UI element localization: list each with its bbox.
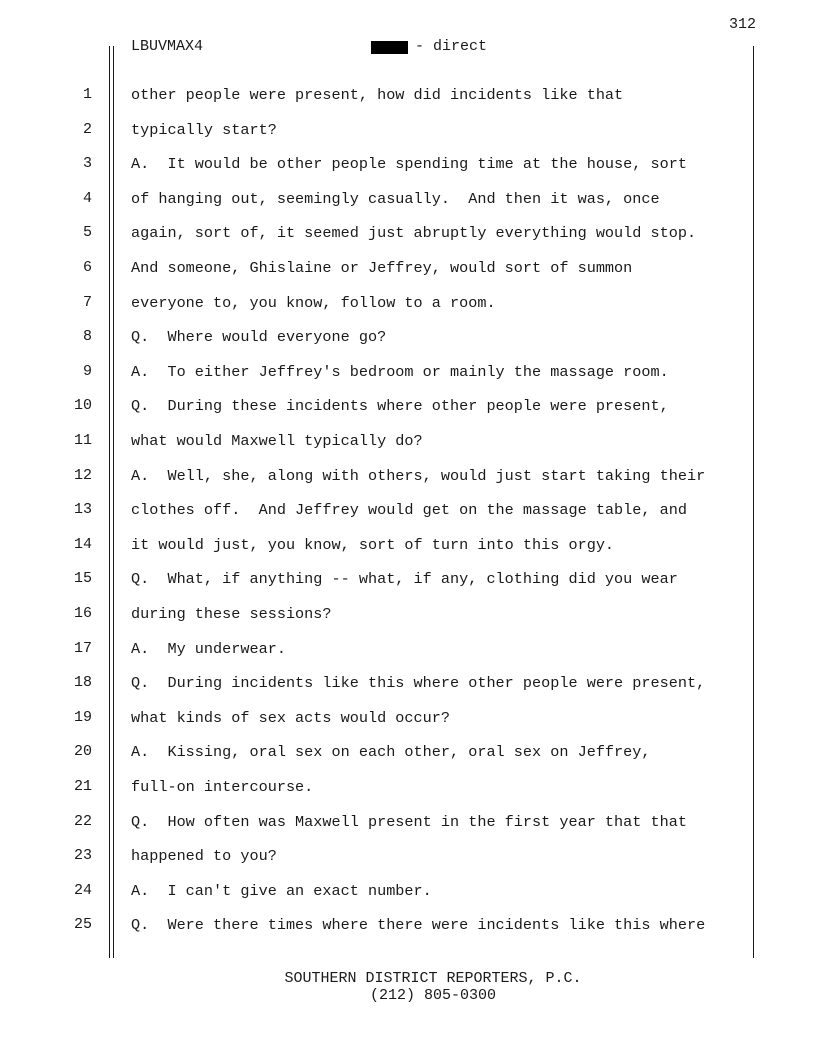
transcript-line: Q. How often was Maxwell present in the first year that that [131, 813, 687, 831]
line-number: 22 [73, 813, 92, 830]
transcript-line: what would Maxwell typically do? [131, 432, 423, 450]
case-code: LBUVMAX4 [131, 38, 204, 55]
transcript-line: other people were present, how did incidents like that [131, 86, 624, 104]
transcript-line: what kinds of sex acts would occur? [131, 709, 450, 727]
line-number: 1 [82, 86, 92, 103]
reporter-name: SOUTHERN DISTRICT REPORTERS, P.C. [284, 970, 582, 987]
line-number: 10 [73, 397, 92, 414]
redaction-block [371, 41, 408, 54]
line-number: 24 [73, 882, 92, 899]
line-number: 14 [73, 536, 92, 553]
transcript-line: everyone to, you know, follow to a room. [131, 294, 496, 312]
transcript-line: Q. What, if anything -- what, if any, clothing did you wear [131, 570, 678, 588]
transcript-line: Q. During incidents like this where other people were present, [131, 674, 706, 692]
line-number: 25 [73, 916, 92, 933]
line-number: 7 [82, 294, 92, 311]
transcript-line: A. Kissing, oral sex on each other, oral sex on Jeffrey, [131, 743, 651, 761]
line-number: 9 [82, 363, 92, 380]
transcript-line: A. Well, she, along with others, would just start taking their [131, 467, 706, 485]
transcript-line: of hanging out, seemingly casually. And then it was, once [131, 190, 660, 208]
transcript-line: Q. During these incidents where other people were present, [131, 397, 669, 415]
line-number: 16 [73, 605, 92, 622]
transcript-line: Q. Were there times where there were incidents like this where [131, 916, 706, 934]
transcript-line: again, sort of, it seemed just abruptly everything would stop. [131, 224, 697, 242]
line-number: 11 [73, 432, 92, 449]
line-number: 12 [73, 467, 92, 484]
line-number: 23 [73, 847, 92, 864]
transcript-line: A. I can't give an exact number. [131, 882, 432, 900]
line-number: 4 [82, 190, 92, 207]
transcript-line: A. It would be other people spending time at the house, sort [131, 155, 687, 173]
transcript-line: typically start? [131, 121, 277, 139]
page-number: 312 [728, 16, 756, 33]
transcript-line: during these sessions? [131, 605, 332, 623]
left-margin-rule [109, 46, 110, 958]
transcript-line: clothes off. And Jeffrey would get on the massage table, and [131, 501, 687, 519]
line-number: 17 [73, 640, 92, 657]
line-number: 19 [73, 709, 92, 726]
transcript-line: And someone, Ghislaine or Jeffrey, would sort of summon [131, 259, 633, 277]
line-number: 18 [73, 674, 92, 691]
reporter-phone: (212) 805-0300 [369, 987, 497, 1004]
transcript-line: Q. Where would everyone go? [131, 328, 387, 346]
left-margin-rule-inner [113, 46, 114, 958]
transcript-line: full-on intercourse. [131, 778, 314, 796]
line-number: 20 [73, 743, 92, 760]
line-number: 13 [73, 501, 92, 518]
line-number: 2 [82, 121, 92, 138]
transcript-line: A. My underwear. [131, 640, 286, 658]
transcript-line: it would just, you know, sort of turn into this orgy. [131, 536, 615, 554]
transcript-line: A. To either Jeffrey's bedroom or mainly the massage room. [131, 363, 669, 381]
line-number: 15 [73, 570, 92, 587]
examination-label: - direct [415, 38, 488, 55]
line-number: 3 [82, 155, 92, 172]
line-number: 6 [82, 259, 92, 276]
line-number: 5 [82, 224, 92, 241]
transcript-line: happened to you? [131, 847, 277, 865]
right-margin-rule [753, 46, 754, 958]
line-number: 8 [82, 328, 92, 345]
line-number: 21 [73, 778, 92, 795]
